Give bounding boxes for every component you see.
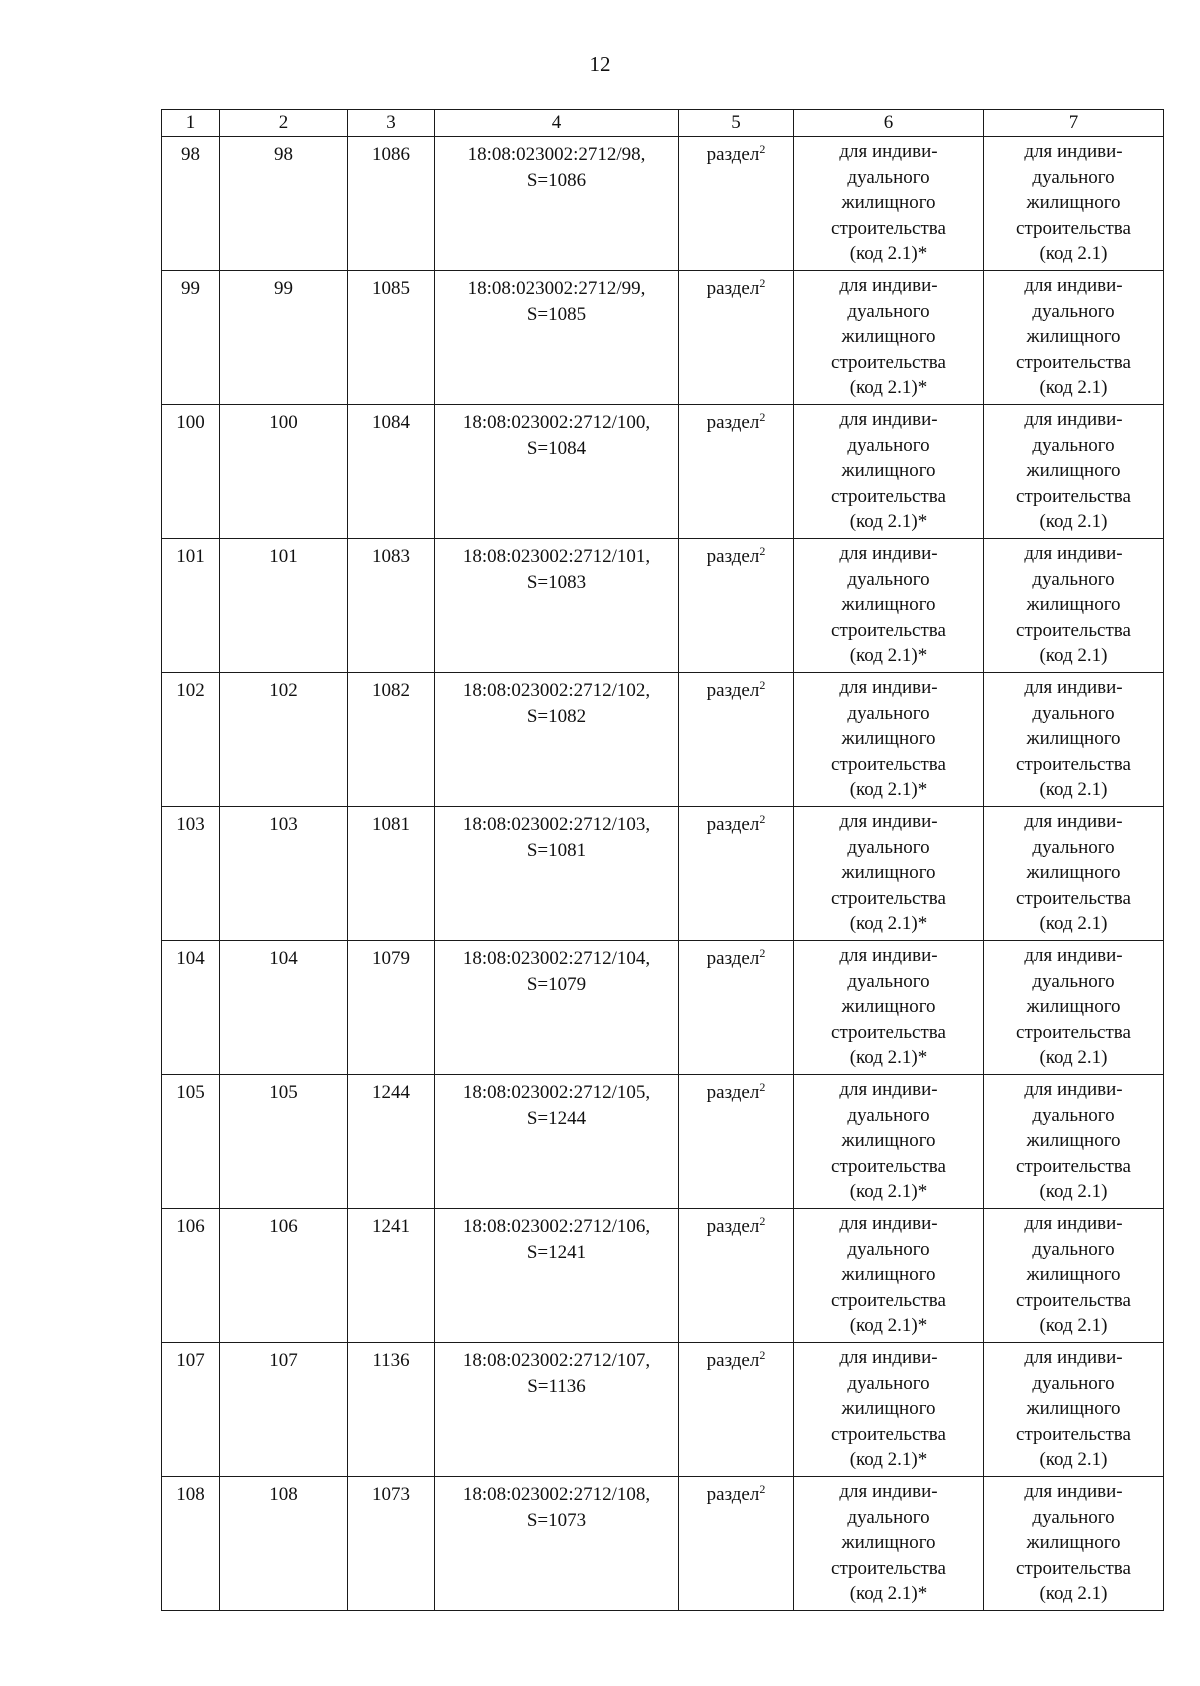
permitted-use-line: (код 2.1)* [849,1315,928,1336]
cell-row-number: 108 [162,1477,220,1611]
cadastral-area: S=1084 [526,437,587,459]
table-row [162,137,1164,271]
permitted-use-line: жилищного [841,1130,936,1151]
permitted-use-line: для индиви- [839,811,938,832]
cell-permitted-use-planned [984,1075,1164,1209]
cadastral-area: S=1083 [526,571,587,593]
cell-row-number: 107 [162,1343,220,1477]
formation-method-text: раздел [706,814,760,835]
permitted-use-line: строительства [1016,351,1131,373]
permitted-use-line: для индиви- [839,543,938,564]
cell-cadastral-number [435,941,679,1075]
table-row [162,539,1164,673]
cell-formation-method [679,539,794,673]
permitted-use-line: строительства [1016,1289,1131,1311]
footnote-marker: 2 [759,544,766,558]
permitted-use-line: жилищного [1026,1130,1121,1151]
permitted-use-line: дуального [847,970,930,992]
column-header: 3 [348,110,435,137]
cell-row-number: 106 [162,1209,220,1343]
cell-permitted-use-current [794,673,984,807]
footnote-marker: 2 [759,678,766,692]
footnote-marker: 2 [759,276,766,290]
permitted-use-line: строительства [1016,485,1131,507]
permitted-use-line: строительства [831,217,946,239]
cell-permitted-use-planned [984,1477,1164,1611]
land-plots-table [161,109,1164,1611]
permitted-use-line: для индиви- [1024,409,1123,430]
permitted-use-line: строительства [1016,1423,1131,1445]
permitted-use-line: жилищного [841,460,936,481]
permitted-use-line: для индиви- [839,275,938,296]
permitted-use-line: (код 2.1) [1039,1583,1108,1604]
formation-method-text: раздел [706,1082,760,1103]
permitted-use-line: (код 2.1) [1039,511,1108,532]
cell-area: 1081 [348,807,435,941]
permitted-use-line: (код 2.1)* [849,1583,928,1604]
permitted-use-line: жилищного [1026,728,1121,749]
column-header: 4 [435,110,679,137]
cell-formation-method [679,941,794,1075]
permitted-use-line: дуального [847,836,930,858]
cell-lot-number: 104 [220,941,348,1075]
permitted-use-line: строительства [831,1289,946,1311]
table-header-row [162,110,1164,137]
footnote-marker: 2 [759,812,766,826]
permitted-use-line: дуального [1032,836,1115,858]
permitted-use-line: (код 2.1)* [849,511,928,532]
cell-permitted-use-planned [984,1343,1164,1477]
cell-area: 1084 [348,405,435,539]
cell-permitted-use-current [794,405,984,539]
table-row [162,807,1164,941]
footnote-marker: 2 [759,1348,766,1362]
permitted-use-line: дуального [1032,434,1115,456]
cell-permitted-use-planned [984,137,1164,271]
permitted-use-line: строительства [831,887,946,909]
formation-method-text: раздел [706,144,760,165]
cadastral-area: S=1136 [527,1375,586,1397]
cell-row-number: 105 [162,1075,220,1209]
permitted-use-line: (код 2.1)* [849,779,928,800]
cell-lot-number: 103 [220,807,348,941]
table-row [162,405,1164,539]
permitted-use-line: дуального [847,300,930,322]
cell-area: 1085 [348,271,435,405]
permitted-use-line: для индиви- [1024,1347,1123,1368]
cell-lot-number: 102 [220,673,348,807]
cell-area: 1086 [348,137,435,271]
cadastral-area: S=1241 [526,1241,587,1263]
cell-cadastral-number [435,1477,679,1611]
permitted-use-line: дуального [847,1506,930,1528]
cell-cadastral-number [435,673,679,807]
permitted-use-line: (код 2.1)* [849,243,928,264]
permitted-use-line: дуального [1032,702,1115,724]
formation-method-text: раздел [706,1484,760,1505]
permitted-use-line: жилищного [1026,460,1121,481]
cell-lot-number: 107 [220,1343,348,1477]
column-header: 6 [794,110,984,137]
cell-cadastral-number [435,1075,679,1209]
cell-permitted-use-current [794,539,984,673]
cell-row-number: 99 [162,271,220,405]
cell-permitted-use-planned [984,539,1164,673]
permitted-use-line: строительства [831,753,946,775]
cadastral-area: S=1086 [526,169,587,191]
column-header: 1 [162,110,220,137]
permitted-use-line: для индиви- [839,1347,938,1368]
cell-lot-number: 108 [220,1477,348,1611]
permitted-use-line: (код 2.1)* [849,377,928,398]
cell-row-number: 102 [162,673,220,807]
permitted-use-line: дуального [847,1372,930,1394]
cell-cadastral-number [435,807,679,941]
cell-row-number: 100 [162,405,220,539]
cell-row-number: 104 [162,941,220,1075]
permitted-use-line: строительства [1016,753,1131,775]
cadastral-number: 18:08:023002:2712/108, [462,1484,651,1505]
permitted-use-line: жилищного [1026,996,1121,1017]
table-row [162,1209,1164,1343]
permitted-use-line: дуального [847,702,930,724]
permitted-use-line: жилищного [1026,1532,1121,1553]
column-header: 7 [984,110,1164,137]
permitted-use-line: жилищного [1026,1398,1121,1419]
cell-permitted-use-current [794,1075,984,1209]
cell-permitted-use-current [794,1209,984,1343]
table-body [162,137,1164,1611]
footnote-marker: 2 [759,410,766,424]
cadastral-number: 18:08:023002:2712/98, [467,144,646,165]
permitted-use-line: (код 2.1)* [849,645,928,666]
permitted-use-line: жилищного [1026,192,1121,213]
permitted-use-line: (код 2.1) [1039,1315,1108,1336]
permitted-use-line: строительства [1016,1557,1131,1579]
cell-row-number: 103 [162,807,220,941]
cell-formation-method [679,673,794,807]
page-number: 12 [589,52,611,76]
cell-row-number: 98 [162,137,220,271]
formation-method-text: раздел [706,1350,760,1371]
cell-permitted-use-planned [984,405,1164,539]
permitted-use-line: жилищного [841,862,936,883]
table-row [162,1075,1164,1209]
footnote-marker: 2 [759,1214,766,1228]
cell-formation-method [679,405,794,539]
cadastral-area: S=1073 [526,1509,587,1531]
permitted-use-line: строительства [831,351,946,373]
footnote-marker: 2 [759,1482,766,1496]
cadastral-area: S=1244 [526,1107,587,1129]
cadastral-number: 18:08:023002:2712/107, [462,1350,651,1371]
cell-formation-method [679,1075,794,1209]
permitted-use-line: жилищного [841,728,936,749]
permitted-use-line: для индиви- [1024,677,1123,698]
permitted-use-line: для индиви- [1024,1213,1123,1234]
formation-method-text: раздел [706,278,760,299]
cadastral-number: 18:08:023002:2712/106, [462,1216,651,1237]
column-header: 5 [679,110,794,137]
cell-permitted-use-planned [984,673,1164,807]
permitted-use-line: дуального [1032,1104,1115,1126]
permitted-use-line: для индиви- [1024,811,1123,832]
permitted-use-line: строительства [1016,619,1131,641]
cadastral-area: S=1085 [526,303,587,325]
footnote-marker: 2 [759,946,766,960]
permitted-use-line: дуального [1032,1238,1115,1260]
formation-method-text: раздел [706,1216,760,1237]
permitted-use-line: для индиви- [1024,543,1123,564]
cell-permitted-use-current [794,941,984,1075]
cell-formation-method [679,807,794,941]
permitted-use-line: жилищного [841,996,936,1017]
permitted-use-line: для индиви- [839,409,938,430]
cell-row-number: 101 [162,539,220,673]
permitted-use-line: дуального [1032,970,1115,992]
cell-cadastral-number [435,1343,679,1477]
cell-cadastral-number [435,539,679,673]
permitted-use-line: дуального [1032,568,1115,590]
cell-cadastral-number [435,405,679,539]
permitted-use-line: жилищного [841,326,936,347]
permitted-use-line: дуального [847,1238,930,1260]
cell-cadastral-number [435,271,679,405]
permitted-use-line: (код 2.1)* [849,1181,928,1202]
cell-permitted-use-current [794,1477,984,1611]
permitted-use-line: жилищного [1026,594,1121,615]
permitted-use-line: (код 2.1) [1039,645,1108,666]
cell-area: 1241 [348,1209,435,1343]
permitted-use-line: для индиви- [839,1079,938,1100]
cell-area: 1136 [348,1343,435,1477]
cell-cadastral-number [435,137,679,271]
table-row [162,271,1164,405]
permitted-use-line: для индиви- [839,945,938,966]
cell-permitted-use-planned [984,271,1164,405]
permitted-use-line: для индиви- [839,1481,938,1502]
permitted-use-line: (код 2.1) [1039,1449,1108,1470]
permitted-use-line: для индиви- [839,677,938,698]
cadastral-area: S=1081 [526,839,587,861]
permitted-use-line: (код 2.1)* [849,1047,928,1068]
cadastral-area: S=1082 [526,705,587,727]
cell-lot-number: 100 [220,405,348,539]
table-row [162,673,1164,807]
cell-permitted-use-current [794,137,984,271]
cell-permitted-use-current [794,807,984,941]
permitted-use-line: жилищного [841,1398,936,1419]
permitted-use-line: дуального [1032,166,1115,188]
cell-formation-method [679,137,794,271]
cell-permitted-use-planned [984,807,1164,941]
column-header: 2 [220,110,348,137]
formation-method-text: раздел [706,948,760,969]
table-row [162,1343,1164,1477]
cell-formation-method [679,1209,794,1343]
cell-lot-number: 106 [220,1209,348,1343]
permitted-use-line: для индиви- [839,141,938,162]
cell-area: 1083 [348,539,435,673]
permitted-use-line: строительства [1016,1155,1131,1177]
permitted-use-line: жилищного [1026,1264,1121,1285]
permitted-use-line: жилищного [841,1264,936,1285]
cadastral-number: 18:08:023002:2712/105, [462,1082,651,1103]
permitted-use-line: для индиви- [1024,141,1123,162]
cell-permitted-use-current [794,1343,984,1477]
cell-formation-method [679,1343,794,1477]
formation-method-text: раздел [706,546,760,567]
cell-lot-number: 99 [220,271,348,405]
permitted-use-line: (код 2.1) [1039,1181,1108,1202]
permitted-use-line: для индиви- [1024,945,1123,966]
cell-permitted-use-planned [984,941,1164,1075]
cell-formation-method [679,1477,794,1611]
permitted-use-line: жилищного [1026,326,1121,347]
permitted-use-line: жилищного [841,1532,936,1553]
permitted-use-line: (код 2.1) [1039,1047,1108,1068]
permitted-use-line: строительства [831,619,946,641]
permitted-use-line: для индиви- [1024,1481,1123,1502]
permitted-use-line: жилищного [1026,862,1121,883]
permitted-use-line: дуального [847,434,930,456]
table-row [162,1477,1164,1611]
permitted-use-line: для индиви- [839,1213,938,1234]
permitted-use-line: дуального [847,568,930,590]
cadastral-area: S=1079 [526,973,587,995]
cell-area: 1073 [348,1477,435,1611]
cadastral-number: 18:08:023002:2712/101, [462,546,651,567]
cadastral-number: 18:08:023002:2712/103, [462,814,651,835]
cell-permitted-use-current [794,271,984,405]
cadastral-number: 18:08:023002:2712/102, [462,680,651,701]
permitted-use-line: (код 2.1) [1039,243,1108,264]
permitted-use-line: для индиви- [1024,275,1123,296]
cell-lot-number: 101 [220,539,348,673]
permitted-use-line: строительства [1016,1021,1131,1043]
formation-method-text: раздел [706,412,760,433]
permitted-use-line: (код 2.1) [1039,377,1108,398]
cell-area: 1082 [348,673,435,807]
cell-lot-number: 98 [220,137,348,271]
permitted-use-line: (код 2.1)* [849,913,928,934]
cell-formation-method [679,271,794,405]
cadastral-number: 18:08:023002:2712/100, [462,412,651,433]
table-row [162,941,1164,1075]
permitted-use-line: строительства [831,1021,946,1043]
permitted-use-line: строительства [1016,217,1131,239]
cell-area: 1079 [348,941,435,1075]
permitted-use-line: жилищного [841,192,936,213]
permitted-use-line: строительства [1016,887,1131,909]
cell-cadastral-number [435,1209,679,1343]
cell-permitted-use-planned [984,1209,1164,1343]
permitted-use-line: жилищного [841,594,936,615]
permitted-use-line: строительства [831,1557,946,1579]
cadastral-number: 18:08:023002:2712/99, [467,278,646,299]
permitted-use-line: (код 2.1)* [849,1449,928,1470]
permitted-use-line: дуального [847,1104,930,1126]
permitted-use-line: дуального [1032,300,1115,322]
permitted-use-line: строительства [831,1423,946,1445]
permitted-use-line: дуального [1032,1372,1115,1394]
permitted-use-line: строительства [831,485,946,507]
permitted-use-line: для индиви- [1024,1079,1123,1100]
permitted-use-line: (код 2.1) [1039,779,1108,800]
permitted-use-line: строительства [831,1155,946,1177]
permitted-use-line: (код 2.1) [1039,913,1108,934]
footnote-marker: 2 [759,142,766,156]
footnote-marker: 2 [759,1080,766,1094]
permitted-use-line: дуального [847,166,930,188]
cell-area: 1244 [348,1075,435,1209]
formation-method-text: раздел [706,680,760,701]
cell-lot-number: 105 [220,1075,348,1209]
cadastral-number: 18:08:023002:2712/104, [462,948,651,969]
permitted-use-line: дуального [1032,1506,1115,1528]
